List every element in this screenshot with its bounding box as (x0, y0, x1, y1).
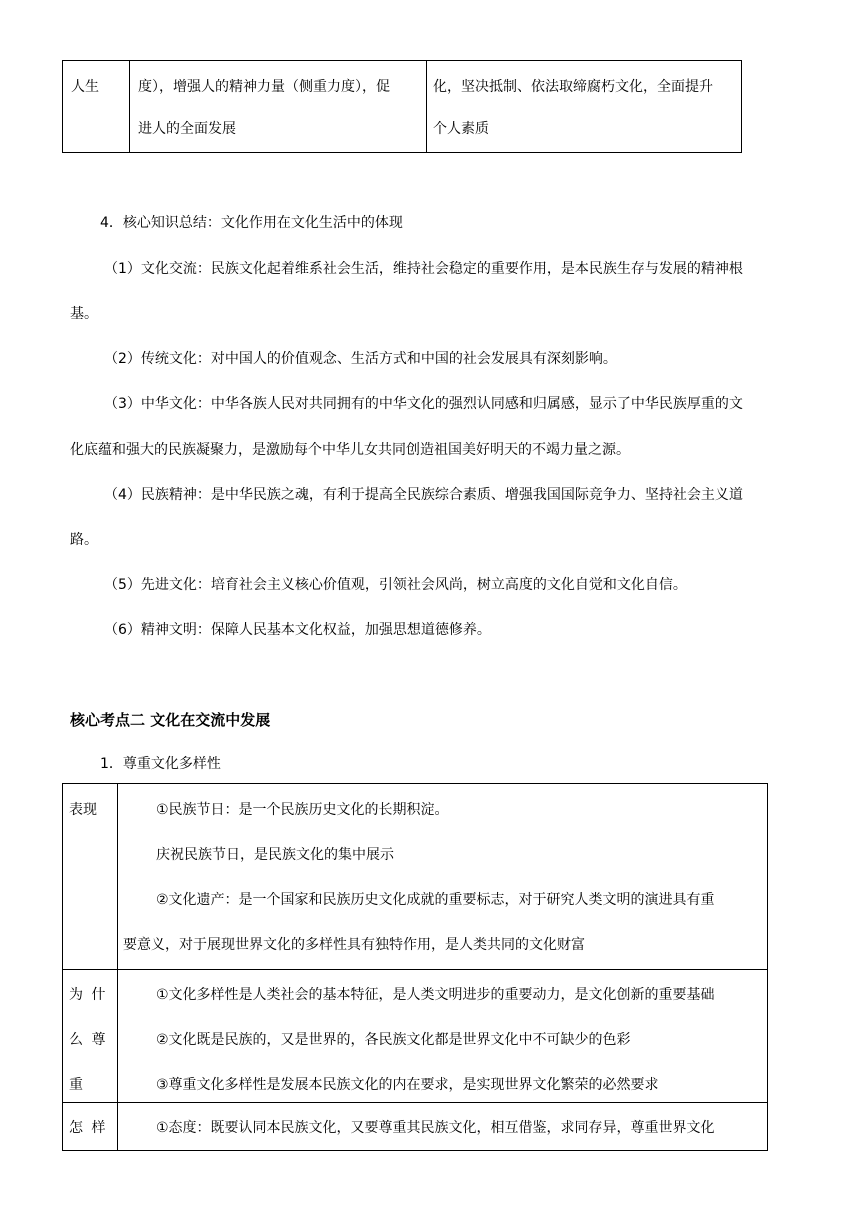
content-line: 庆祝民族节日，是民族文化的集中展示 (156, 847, 394, 863)
top-table (62, 60, 742, 153)
row-label-text: 怎 样 (69, 1120, 108, 1136)
section-title: 4．核心知识总结：文化作用在文化生活中的体现 (100, 215, 403, 231)
paragraph-line: （6）精神文明：保障人民基本文化权益，加强思想道德修养。 (104, 622, 491, 638)
content-line: ②文化遗产：是一个国家和民族历史文化成就的重要标志，对于研究人类文明的演进具有重 (156, 892, 715, 908)
row-label (63, 970, 118, 1103)
paragraph-line: （4）民族精神：是中华民族之魂，有利于提高全民族综合素质、增强我国国际竞争力、坚持社会主义道 (104, 487, 743, 503)
content-line: ①民族节日：是一个民族历史文化的长期积淀。 (156, 802, 449, 818)
paragraph-line: （1）文化交流：民族文化起着维系社会生活，维持社会稳定的重要作用，是本民族生存与发展的精神根 (104, 261, 743, 277)
paragraph-line: （5）先进文化：培育社会主义核心价值观，引领社会风尚，树立高度的文化自觉和文化自信。 (104, 577, 687, 593)
cell-text: 度），增强人的精神力量（侧重力度），促 (138, 79, 390, 95)
row-label-text: 为 什 (69, 987, 108, 1003)
paragraph-line: 基。 (70, 306, 98, 322)
paragraph-line: 路。 (70, 532, 98, 548)
cell-text: 个人素质 (433, 121, 489, 137)
cell-text: 进人的全面发展 (138, 121, 236, 137)
row-content (118, 784, 768, 970)
row-label-text: 表现 (69, 802, 97, 818)
top-table-cell-label (63, 61, 130, 153)
content-line: ②文化既是民族的，又是世界的，各民族文化都是世界文化中不可缺少的色彩 (156, 1032, 631, 1048)
content-line: ③尊重文化多样性是发展本民族文化的内在要求，是实现世界文化繁荣的必然要求 (156, 1077, 659, 1093)
paragraph-line: （3）中华文化：中华各族人民对共同拥有的中华文化的强烈认同感和归属感，显示了中华民族厚重的文 (104, 396, 743, 412)
row-label-text: 重 (69, 1077, 83, 1093)
row-label-text: 么 尊 (69, 1032, 108, 1048)
content-line: 要意义，对于展现世界文化的多样性具有独特作用，是人类共同的文化财富 (123, 937, 585, 953)
section-heading: 核心考点二 文化在交流中发展 (70, 711, 271, 729)
table-row (63, 970, 768, 1103)
table-row (63, 784, 768, 970)
cell-text: 人生 (71, 79, 99, 95)
row-content (118, 1103, 768, 1151)
row-label (63, 784, 118, 970)
top-table-cell-right (427, 61, 742, 153)
table-row (63, 1103, 768, 1151)
row-content (118, 970, 768, 1103)
paragraph-line: 化底蕴和强大的民族凝聚力，是激励每个中华儿女共同创造祖国美好明天的不竭力量之源。 (70, 442, 630, 458)
content-line: ①态度：既要认同本民族文化，又要尊重其民族文化，相互借鉴，求同存异，尊重世界文化 (156, 1120, 715, 1136)
content-line: ①文化多样性是人类社会的基本特征，是人类文明进步的重要动力，是文化创新的重要基础 (156, 987, 715, 1003)
top-table-cell-middle (130, 61, 427, 153)
row-label (63, 1103, 118, 1151)
cell-text: 化，坚决抵制、依法取缔腐朽文化，全面提升 (433, 79, 713, 95)
paragraph-line: （2）传统文化：对中国人的价值观念、生活方式和中国的社会发展具有深刻影响。 (104, 351, 617, 367)
subsection-title: 1．尊重文化多样性 (100, 756, 221, 772)
diversity-table (62, 783, 768, 1151)
